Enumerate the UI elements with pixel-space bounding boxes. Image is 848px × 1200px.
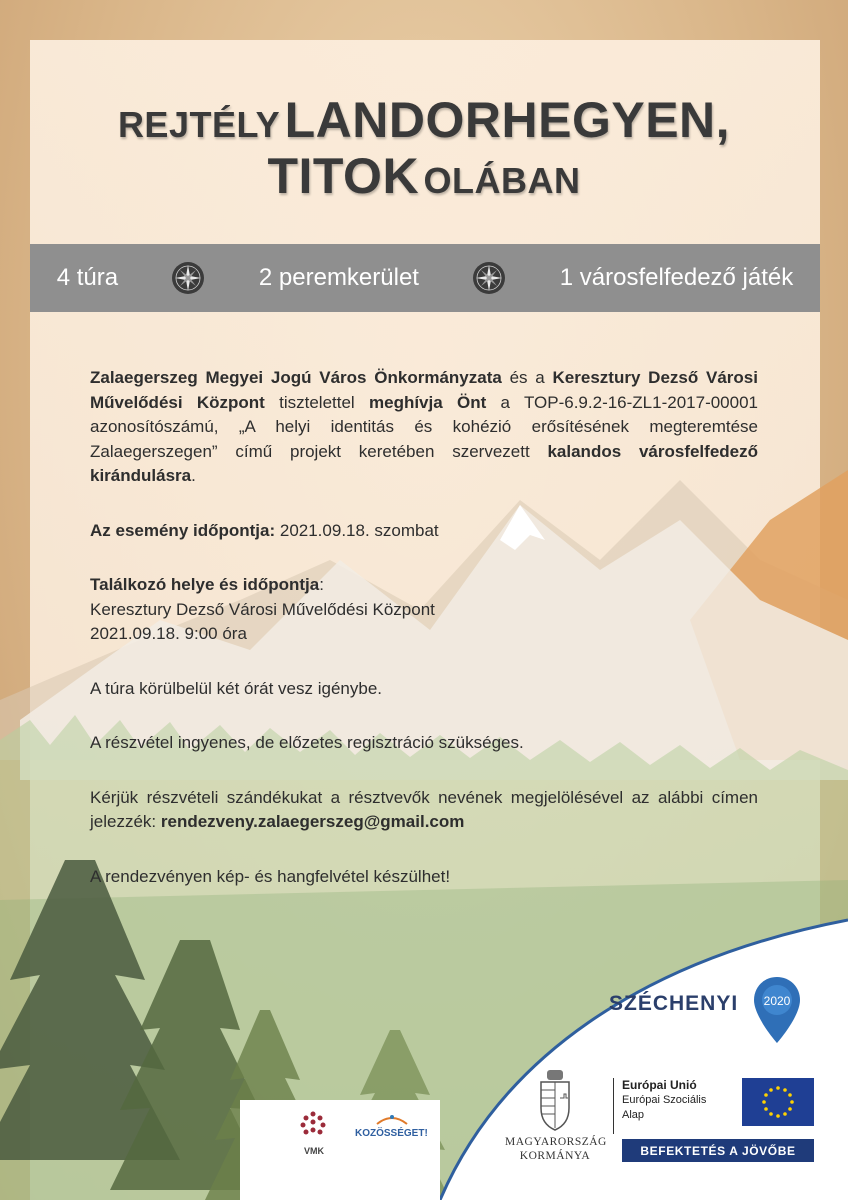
text-run: a TOP-6.9.2-16-ZL1-2017-00001 azonosítószámú, „A helyi identitás és kohézió erősítésének megteremtése Zalaegerszegen” című projekt keretében szervezett [90,392,759,461]
recording-notice: A rendezvényen kép- és hangfelvétel készülhet! [90,866,451,886]
eu-slogan-bar: BEFEKTETÉS A JÖVŐBE [622,1139,814,1162]
text-run: KORMÁNYA [519,1150,591,1162]
hungarian-government-logo-text [505,1135,605,1163]
vmk-logo-text: VMK [304,1146,324,1156]
text-run: MAGYARORSZÁG [505,1136,607,1148]
band-item: 2 peremkerület [258,264,419,291]
trip-name: kalandos városfelfedező kirándulásra [90,441,758,485]
title-word: REJTÉLY [117,104,281,145]
partner-logos-strip [240,1100,440,1200]
highlight-band [30,244,820,312]
coat-of-arms-icon [538,1068,572,1132]
duration-text: A túra körülbelül két órát vesz igénybe. [90,678,382,698]
kozosseget-logo-icon [362,1112,422,1126]
contact-email[interactable]: rendezveny.zalaegerszeg@gmail.com [160,812,465,831]
text-run: : [319,575,324,594]
meeting-time: 2021.09.18. 9:00 óra [90,624,247,643]
divider [613,1078,614,1134]
meeting-label-line [90,573,758,598]
szechenyi-year: 2020 [763,994,791,1008]
intro-paragraph [90,366,758,489]
title-word: LANDORHEGYEN, [284,92,731,148]
vmk-logo-icon [295,1108,331,1144]
text-run: tisztelettel [264,392,369,412]
band-item: 1 városfelfedező játék [559,264,794,291]
organizer-name: Zalaegerszeg Megyei Jogú Város Önkormányzata [90,368,502,387]
eu-fund-text [622,1078,706,1123]
title-word: TITOK [267,148,420,204]
text-run: Európai Unió [622,1078,697,1092]
text-run: és a [501,368,553,387]
text-run: Európai Szociális [622,1094,707,1106]
text-run: Alap [622,1109,645,1121]
text-run: . [191,466,196,485]
event-date-label: Az esemény időpontja: [90,520,276,540]
compass-icon [472,261,506,295]
event-date [90,519,758,544]
szechenyi-logo-text: SZÉCHENYI [609,992,739,1015]
text-run: Kérjük részvételi szándékukat a résztvevők nevének megjelölésével az alábbi címen jelezzék: [90,787,758,831]
poster-title [0,92,848,204]
title-word: OLÁBAN [423,160,581,201]
band-item: 4 túra [56,264,119,291]
szechenyi-pin-icon [752,975,802,1045]
organizer-name: Keresztury Dezső Városi Művelődési Központ [90,368,758,412]
invitation-body [90,366,758,889]
compass-icon [171,261,205,295]
invite-text: meghívja Önt [369,392,487,412]
eu-flag-icon [742,1078,814,1126]
meeting-label: Találkozó helye és időpontja [90,575,320,594]
meeting-place: Keresztury Dezső Városi Művelődési Központ [90,599,435,619]
event-date-value: 2021.09.18. szombat [275,520,439,540]
registration-text: A részvétel ingyenes, de előzetes regisztráció szükséges. [90,733,524,752]
contact-paragraph [90,786,758,835]
kozosseget-logo-text: KOZÖSSÉGET! [355,1128,428,1139]
